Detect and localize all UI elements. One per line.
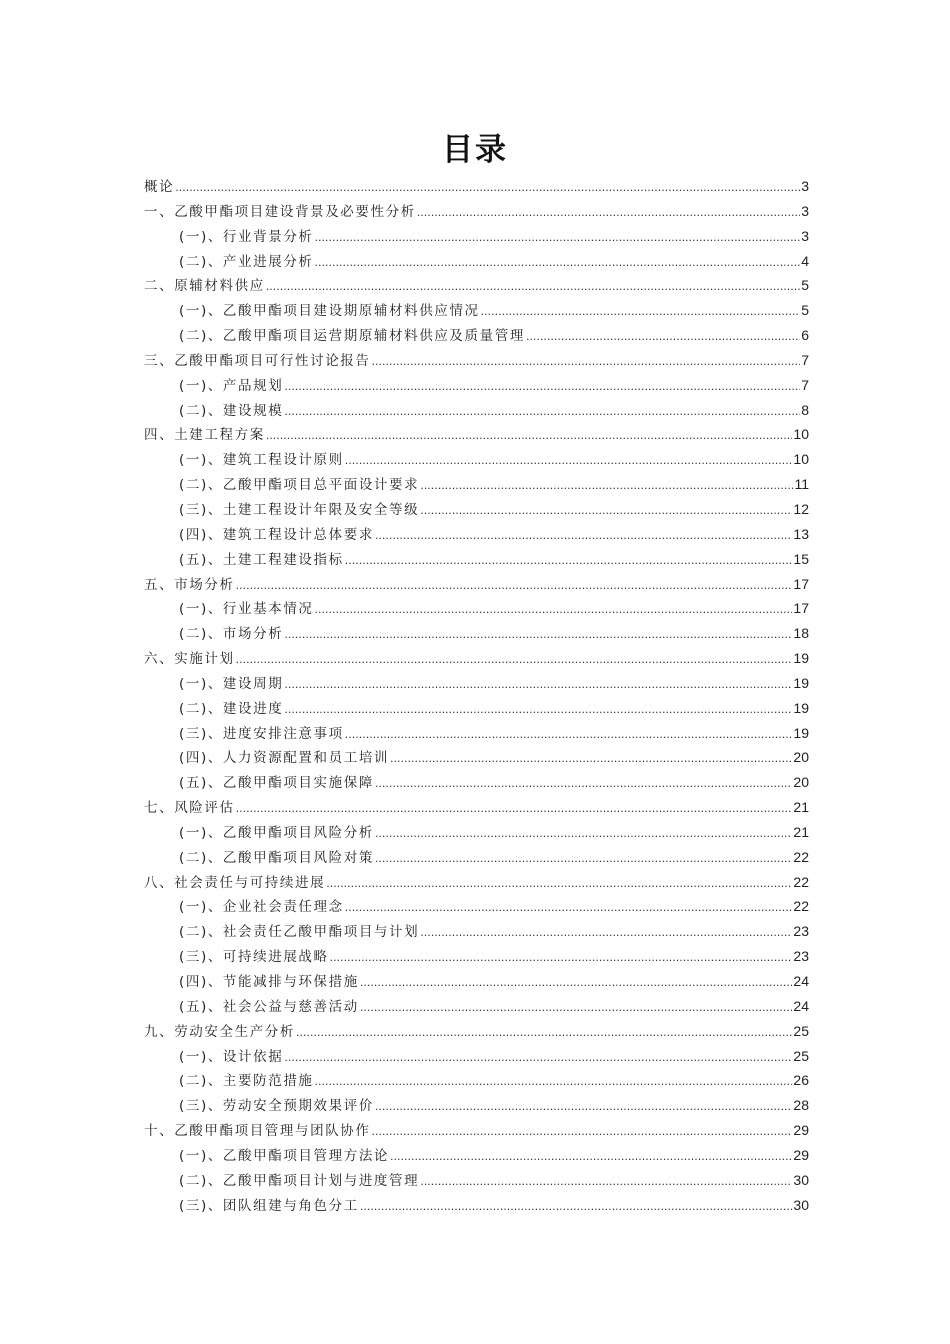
toc-subentry[interactable] xyxy=(144,497,809,522)
dot-leader xyxy=(315,251,801,276)
toc-entry-label: (三)、土建工程设计年限及安全等级 xyxy=(179,501,420,518)
toc-entry-label: 一、乙酸甲酯项目建设背景及必要性分析 xyxy=(144,203,416,220)
toc-entry-label: 概论 xyxy=(144,179,175,195)
toc-page-number: 28 xyxy=(793,1097,809,1114)
toc-entry-label: (二)、建设规模 xyxy=(179,402,284,419)
toc-page-number: 8 xyxy=(801,401,809,418)
toc-subentry[interactable] xyxy=(144,621,809,646)
toc-subentry[interactable] xyxy=(144,994,809,1019)
dot-leader xyxy=(372,350,801,375)
toc-subentry[interactable] xyxy=(144,845,809,870)
dot-leader xyxy=(375,847,792,872)
dot-leader xyxy=(526,325,800,350)
dot-leader xyxy=(420,499,792,524)
dot-leader xyxy=(375,822,792,847)
toc-entry-label: (二)、市场分析 xyxy=(179,626,284,643)
dot-leader xyxy=(266,275,800,300)
toc-page-number: 19 xyxy=(793,674,809,691)
toc-page-number: 25 xyxy=(793,1047,809,1064)
toc-page-number: 6 xyxy=(801,327,809,344)
dot-leader xyxy=(481,300,801,325)
toc-entry-label: (三)、进度安排注意事项 xyxy=(179,725,344,742)
toc-page-number: 26 xyxy=(793,1072,809,1089)
toc-page-number: 29 xyxy=(793,1146,809,1163)
toc-subentry[interactable] xyxy=(144,944,809,969)
toc-entry-label: 二、原辅材料供应 xyxy=(144,278,265,295)
toc-entry[interactable] xyxy=(144,199,809,224)
toc-subentry[interactable] xyxy=(144,398,809,423)
toc-page-number: 11 xyxy=(794,476,809,493)
dot-leader xyxy=(284,698,792,723)
toc-subentry[interactable] xyxy=(144,1143,809,1168)
toc-page-number: 19 xyxy=(793,724,809,741)
dot-leader xyxy=(345,549,793,574)
toc-page-number: 7 xyxy=(801,376,809,393)
dot-leader xyxy=(360,1195,793,1220)
toc-page-number: 21 xyxy=(793,823,809,840)
toc-entry-label: (二)、建设进度 xyxy=(179,700,284,717)
toc-subentry[interactable] xyxy=(144,373,809,398)
toc-title: 目录 xyxy=(442,132,508,168)
dot-leader xyxy=(315,226,801,251)
toc-page-number: 7 xyxy=(801,351,809,368)
toc-entry-label: (二)、主要防范措施 xyxy=(179,1073,314,1090)
dot-leader xyxy=(390,1145,792,1170)
toc-page-number: 10 xyxy=(793,451,809,468)
toc-page-number: 24 xyxy=(793,997,809,1014)
dot-leader xyxy=(420,474,793,499)
toc-page-number: 24 xyxy=(793,973,809,989)
toc-entry[interactable] xyxy=(144,1118,809,1143)
toc-entry-label: (二)、乙酸甲酯项目运营期原辅材料供应及质量管理 xyxy=(179,328,525,345)
toc-subentry[interactable] xyxy=(144,820,809,845)
toc-subentry[interactable] xyxy=(144,696,809,721)
dot-leader xyxy=(236,648,793,673)
toc-subentry[interactable] xyxy=(144,770,809,795)
dot-leader xyxy=(296,1021,792,1046)
toc-entry-label: (一)、乙酸甲酯项目管理方法论 xyxy=(179,1147,390,1164)
dot-leader xyxy=(372,1120,793,1145)
toc-page-number: 5 xyxy=(801,302,809,319)
toc-entry-label: (三)、可持续进展战略 xyxy=(179,949,329,966)
dot-leader xyxy=(330,946,793,971)
toc-subentry[interactable] xyxy=(144,1068,809,1093)
toc-entry-label: (四)、建筑工程设计总体要求 xyxy=(179,526,374,543)
toc-subentry[interactable] xyxy=(144,1168,809,1193)
toc-entry-label: (二)、产业进展分析 xyxy=(179,253,314,270)
toc-entry-label: (一)、行业基本情况 xyxy=(179,601,314,618)
toc-entry[interactable] xyxy=(144,646,809,671)
toc-entry[interactable] xyxy=(144,870,809,895)
dot-leader xyxy=(417,201,800,226)
toc-subentry[interactable] xyxy=(144,721,809,746)
dot-leader xyxy=(375,524,792,549)
toc-subentry[interactable] xyxy=(144,919,809,944)
toc-entry-label: (一)、产品规划 xyxy=(179,377,284,394)
toc-entry-label: (二)、社会责任乙酸甲酯项目与计划 xyxy=(179,924,420,941)
toc-subentry[interactable] xyxy=(144,323,809,348)
dot-leader xyxy=(345,723,793,748)
toc-page-number: 10 xyxy=(793,426,809,443)
dot-leader xyxy=(315,1070,793,1095)
dot-leader xyxy=(345,449,793,474)
dot-leader xyxy=(284,400,800,425)
dot-leader xyxy=(236,574,793,599)
toc-page-number: 25 xyxy=(793,1022,809,1039)
toc-entry-label: (三)、团队组建与角色分工 xyxy=(179,1197,359,1214)
toc-page-number: 19 xyxy=(793,699,809,716)
dot-leader xyxy=(420,921,792,946)
toc-entry-label: 四、土建工程方案 xyxy=(144,427,265,444)
toc-subentry[interactable] xyxy=(144,1044,809,1069)
toc-page-number: 13 xyxy=(793,525,809,542)
toc-subentry[interactable] xyxy=(144,671,809,696)
toc-subentry[interactable] xyxy=(144,298,809,323)
toc-page-number: 23 xyxy=(793,948,809,965)
toc-page-number: 18 xyxy=(793,625,809,642)
toc-subentry[interactable] xyxy=(144,472,809,497)
dot-leader xyxy=(236,797,793,822)
dot-leader xyxy=(315,598,793,623)
toc-page-number: 30 xyxy=(793,1196,809,1213)
toc-entry-label: (一)、建筑工程设计原则 xyxy=(179,452,344,469)
dot-leader xyxy=(360,996,793,1021)
dot-leader xyxy=(266,424,793,449)
toc-subentry[interactable] xyxy=(144,522,809,547)
dot-leader xyxy=(175,176,800,201)
dot-leader xyxy=(345,896,793,921)
toc-page-number: 22 xyxy=(793,873,809,890)
toc-page-number: 22 xyxy=(793,848,809,865)
toc-entry-label: (一)、乙酸甲酯项目建设期原辅材料供应情况 xyxy=(179,303,480,320)
toc-entry-label: (二)、乙酸甲酯项目总平面设计要求 xyxy=(179,477,420,494)
toc-subentry[interactable] xyxy=(144,745,809,770)
toc-page-number: 29 xyxy=(793,1122,809,1139)
toc-entry-label: (一)、设计依据 xyxy=(179,1048,284,1065)
toc-page-number: 17 xyxy=(793,600,809,617)
toc-subentry[interactable] xyxy=(144,894,809,919)
toc-entry[interactable] xyxy=(144,1019,809,1044)
toc-entry[interactable] xyxy=(144,795,809,820)
toc-page-number: 19 xyxy=(793,650,809,667)
dot-leader xyxy=(375,772,792,797)
toc-page-number: 20 xyxy=(793,749,809,766)
toc-subentry[interactable] xyxy=(144,447,809,472)
toc-entry-label: (二)、乙酸甲酯项目计划与进度管理 xyxy=(179,1172,420,1189)
toc-page-number: 12 xyxy=(793,500,809,517)
toc-entry-label: (四)、节能减排与环保措施 xyxy=(179,974,359,990)
dot-leader xyxy=(326,872,792,897)
toc-entry-label: (一)、乙酸甲酯项目风险分析 xyxy=(179,824,374,841)
toc-subentry[interactable] xyxy=(144,1093,809,1118)
toc-entry-label: 五、市场分析 xyxy=(144,576,235,593)
toc-entry-label: 十、乙酸甲酯项目管理与团队协作 xyxy=(144,1123,371,1140)
toc-subentry[interactable] xyxy=(144,224,809,249)
toc-entry-label: (二)、乙酸甲酯项目风险对策 xyxy=(179,849,374,866)
toc-subentry[interactable] xyxy=(144,969,809,994)
dot-leader xyxy=(360,971,793,996)
toc-subentry[interactable] xyxy=(144,547,809,572)
dot-leader xyxy=(284,673,792,698)
toc-page-number: 22 xyxy=(793,898,809,915)
toc-entry-label: 三、乙酸甲酯项目可行性讨论报告 xyxy=(144,352,371,369)
dot-leader xyxy=(284,623,792,648)
toc-page-number: 3 xyxy=(801,202,809,219)
dot-leader xyxy=(375,1095,792,1120)
toc-subentry[interactable] xyxy=(144,249,809,274)
toc-entry-label: 七、风险评估 xyxy=(144,800,235,817)
toc-entry-label: 八、社会责任与可持续进展 xyxy=(144,874,326,891)
toc-entry-label: (五)、乙酸甲酯项目实施保障 xyxy=(179,775,374,792)
toc-entry-label: 六、实施计划 xyxy=(144,651,235,668)
toc-page-number: 20 xyxy=(793,774,809,791)
toc-page-number: 3 xyxy=(801,227,809,244)
toc-entry-label: (一)、行业背景分析 xyxy=(179,228,314,245)
toc-entry[interactable] xyxy=(144,422,809,447)
toc-page-number: 17 xyxy=(793,575,809,592)
toc-entry[interactable] xyxy=(144,348,809,373)
toc-entry[interactable] xyxy=(144,273,809,298)
toc-entry-label: (三)、劳动安全预期效果评价 xyxy=(179,1098,374,1115)
toc-page-number: 21 xyxy=(793,799,809,816)
toc-page-number: 5 xyxy=(801,277,809,294)
toc-page-number: 30 xyxy=(793,1171,809,1188)
toc-entry-label: (一)、企业社会责任理念 xyxy=(179,899,344,916)
toc-entry-label: (五)、社会公益与慈善活动 xyxy=(179,998,359,1015)
toc-entry[interactable] xyxy=(144,174,809,199)
toc-page-number: 4 xyxy=(801,252,809,269)
dot-leader xyxy=(284,375,800,400)
dot-leader xyxy=(390,747,792,772)
dot-leader xyxy=(420,1170,792,1195)
table-of-contents xyxy=(144,174,809,1217)
toc-subentry[interactable] xyxy=(144,1193,809,1218)
toc-entry-label: (一)、建设周期 xyxy=(179,675,284,692)
toc-entry-label: 九、劳动安全生产分析 xyxy=(144,1023,295,1040)
toc-subentry[interactable] xyxy=(144,596,809,621)
toc-page-number: 3 xyxy=(801,178,809,194)
toc-entry[interactable] xyxy=(144,572,809,597)
toc-entry-label: (五)、土建工程建设指标 xyxy=(179,551,344,568)
toc-entry-label: (四)、人力资源配置和员工培训 xyxy=(179,750,390,767)
toc-page-number: 23 xyxy=(793,923,809,940)
toc-page-number: 15 xyxy=(793,550,809,567)
dot-leader xyxy=(284,1046,792,1071)
